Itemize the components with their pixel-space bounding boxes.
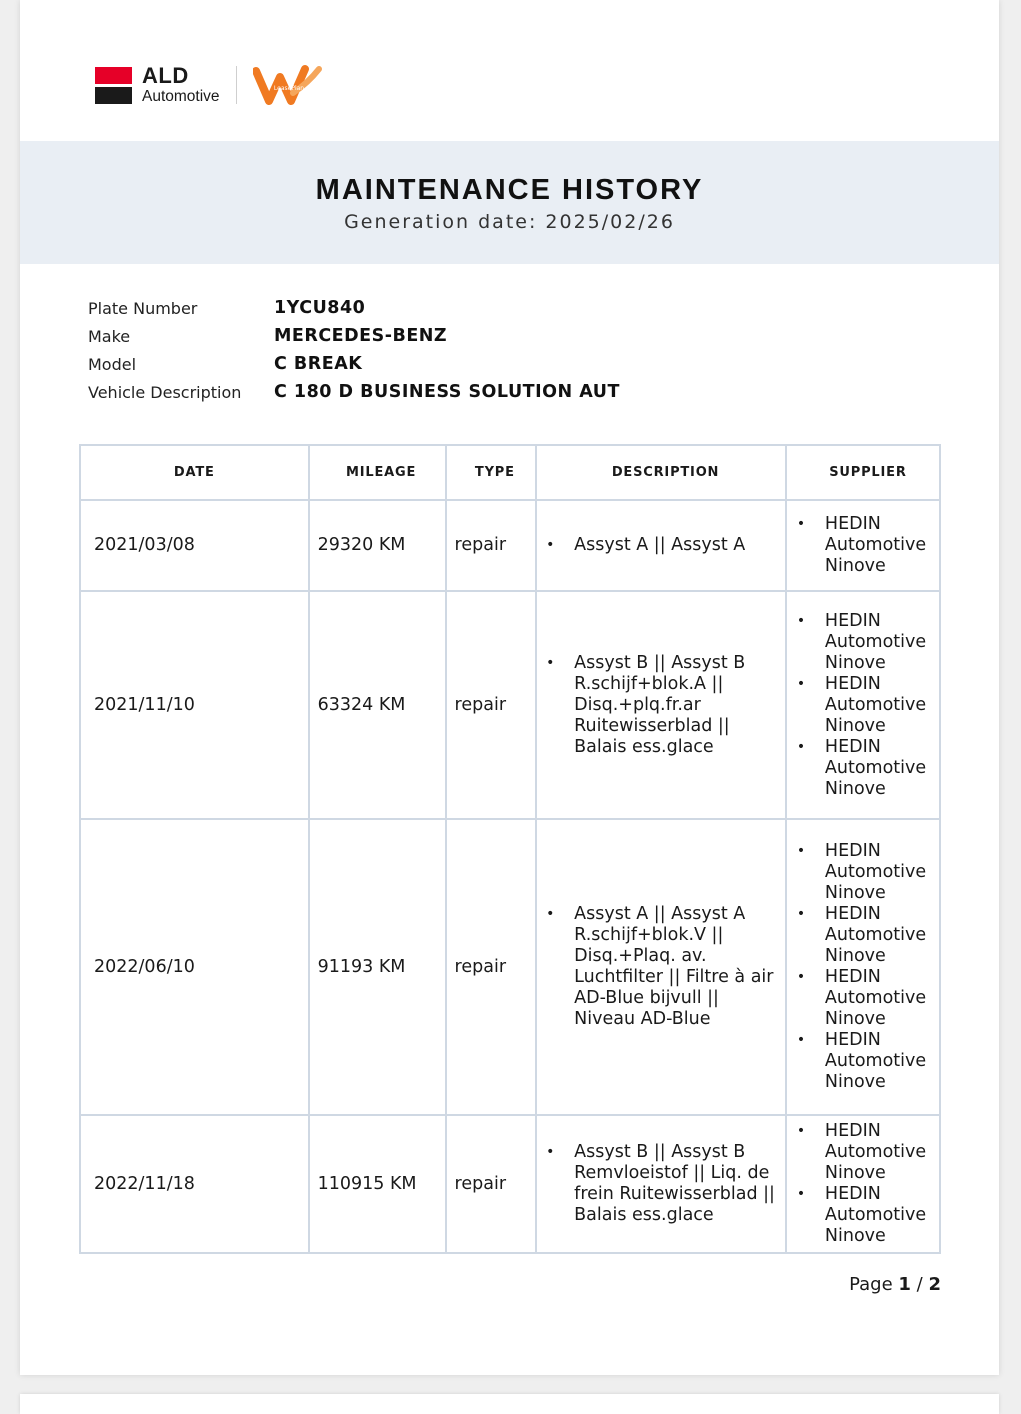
description-item: • Assyst A || Assyst A R.schijf+blok.V || Disq.+Plaq. av. Luchtfilter || Filtre à air AD-Blue bijvull || Niveau AD-Blue xyxy=(546,904,785,1030)
page-indicator xyxy=(849,1274,941,1295)
page-title: MAINTENANCE HISTORY xyxy=(315,174,704,206)
cell-supplier xyxy=(786,500,940,591)
cell-mileage: 63324 KM xyxy=(309,591,446,819)
cell-description xyxy=(536,819,786,1115)
description-item: • Assyst B || Assyst B R.schijf+blok.A || Disq.+plq.fr.ar Ruitewisserblad || Balais ess.glace xyxy=(546,653,785,758)
page-current: 1 xyxy=(898,1274,911,1295)
logo-divider xyxy=(236,66,237,104)
vehicle-info xyxy=(88,294,620,406)
cell-type: repair xyxy=(446,819,537,1115)
ald-logo-text xyxy=(142,65,220,105)
header-band xyxy=(20,141,999,264)
cell-mileage: 110915 KM xyxy=(309,1115,446,1253)
header-supplier: SUPPLIER xyxy=(786,445,940,500)
info-value: C 180 D BUSINESS SOLUTION AUT xyxy=(274,382,620,402)
leaseplan-logo xyxy=(253,63,323,107)
leaseplan-logo-text: LeasePlan xyxy=(273,85,304,92)
cell-date: 2021/03/08 xyxy=(80,500,309,591)
cell-mileage: 29320 KM xyxy=(309,500,446,591)
page-label: Page xyxy=(849,1274,893,1295)
cell-date: 2022/06/10 xyxy=(80,819,309,1115)
info-label: Plate Number xyxy=(88,298,198,318)
info-label: Model xyxy=(88,354,137,374)
supplier-item: • HEDIN Automotive Ninove xyxy=(797,611,939,674)
cell-supplier xyxy=(786,591,940,819)
ald-logo-line2: Automotive xyxy=(142,88,220,106)
supplier-item: • HEDIN Automotive Ninove xyxy=(797,1184,939,1247)
table-row xyxy=(80,819,940,1115)
supplier-item: • HEDIN Automotive Ninove xyxy=(797,1030,939,1093)
header-type: TYPE xyxy=(446,445,537,500)
supplier-item: • HEDIN Automotive Ninove xyxy=(797,967,939,1030)
supplier-item: • HEDIN Automotive Ninove xyxy=(797,904,939,967)
document-page xyxy=(20,0,999,1375)
supplier-item: • HEDIN Automotive Ninove xyxy=(797,514,939,577)
info-row-plate xyxy=(88,294,620,322)
cell-supplier xyxy=(786,819,940,1115)
table-header-row xyxy=(80,445,940,500)
description-item: • Assyst B || Assyst B Remvloeistof || Liq. de frein Ruitewisserblad || Balais ess.glace xyxy=(546,1142,785,1226)
info-value: MERCEDES-BENZ xyxy=(274,326,448,346)
info-row-model xyxy=(88,350,620,378)
maintenance-table xyxy=(79,444,941,1254)
header-mileage: MILEAGE xyxy=(309,445,446,500)
header-date: DATE xyxy=(80,445,309,500)
table-row xyxy=(80,591,940,819)
supplier-item: • HEDIN Automotive Ninove xyxy=(797,674,939,737)
page-total: 2 xyxy=(928,1274,941,1295)
info-label: Make xyxy=(88,326,131,346)
next-page-edge xyxy=(20,1394,999,1414)
info-row-description xyxy=(88,378,620,406)
supplier-item: • HEDIN Automotive Ninove xyxy=(797,841,939,904)
page-separator: / xyxy=(916,1274,923,1295)
header-description: DESCRIPTION xyxy=(536,445,786,500)
cell-description xyxy=(536,500,786,591)
cell-description xyxy=(536,1115,786,1253)
cell-description xyxy=(536,591,786,819)
table-row xyxy=(80,1115,940,1253)
info-value: C BREAK xyxy=(274,354,363,374)
cell-mileage: 91193 KM xyxy=(309,819,446,1115)
cell-type: repair xyxy=(446,591,537,819)
cell-date: 2021/11/10 xyxy=(80,591,309,819)
cell-date: 2022/11/18 xyxy=(80,1115,309,1253)
supplier-item: • HEDIN Automotive Ninove xyxy=(797,1121,939,1184)
info-row-make xyxy=(88,322,620,350)
cell-type: repair xyxy=(446,1115,537,1253)
description-item: • Assyst A || Assyst A xyxy=(546,535,785,556)
table-row xyxy=(80,500,940,591)
info-value: 1YCU840 xyxy=(274,298,366,318)
generation-date: Generation date: 2025/02/26 xyxy=(344,211,675,233)
logo-row xyxy=(95,62,323,108)
cell-supplier xyxy=(786,1115,940,1253)
ald-logo-line1: ALD xyxy=(142,63,189,89)
info-label: Vehicle Description xyxy=(88,382,242,402)
ald-logo-mark xyxy=(95,67,132,104)
cell-type: repair xyxy=(446,500,537,591)
supplier-item: • HEDIN Automotive Ninove xyxy=(797,737,939,800)
